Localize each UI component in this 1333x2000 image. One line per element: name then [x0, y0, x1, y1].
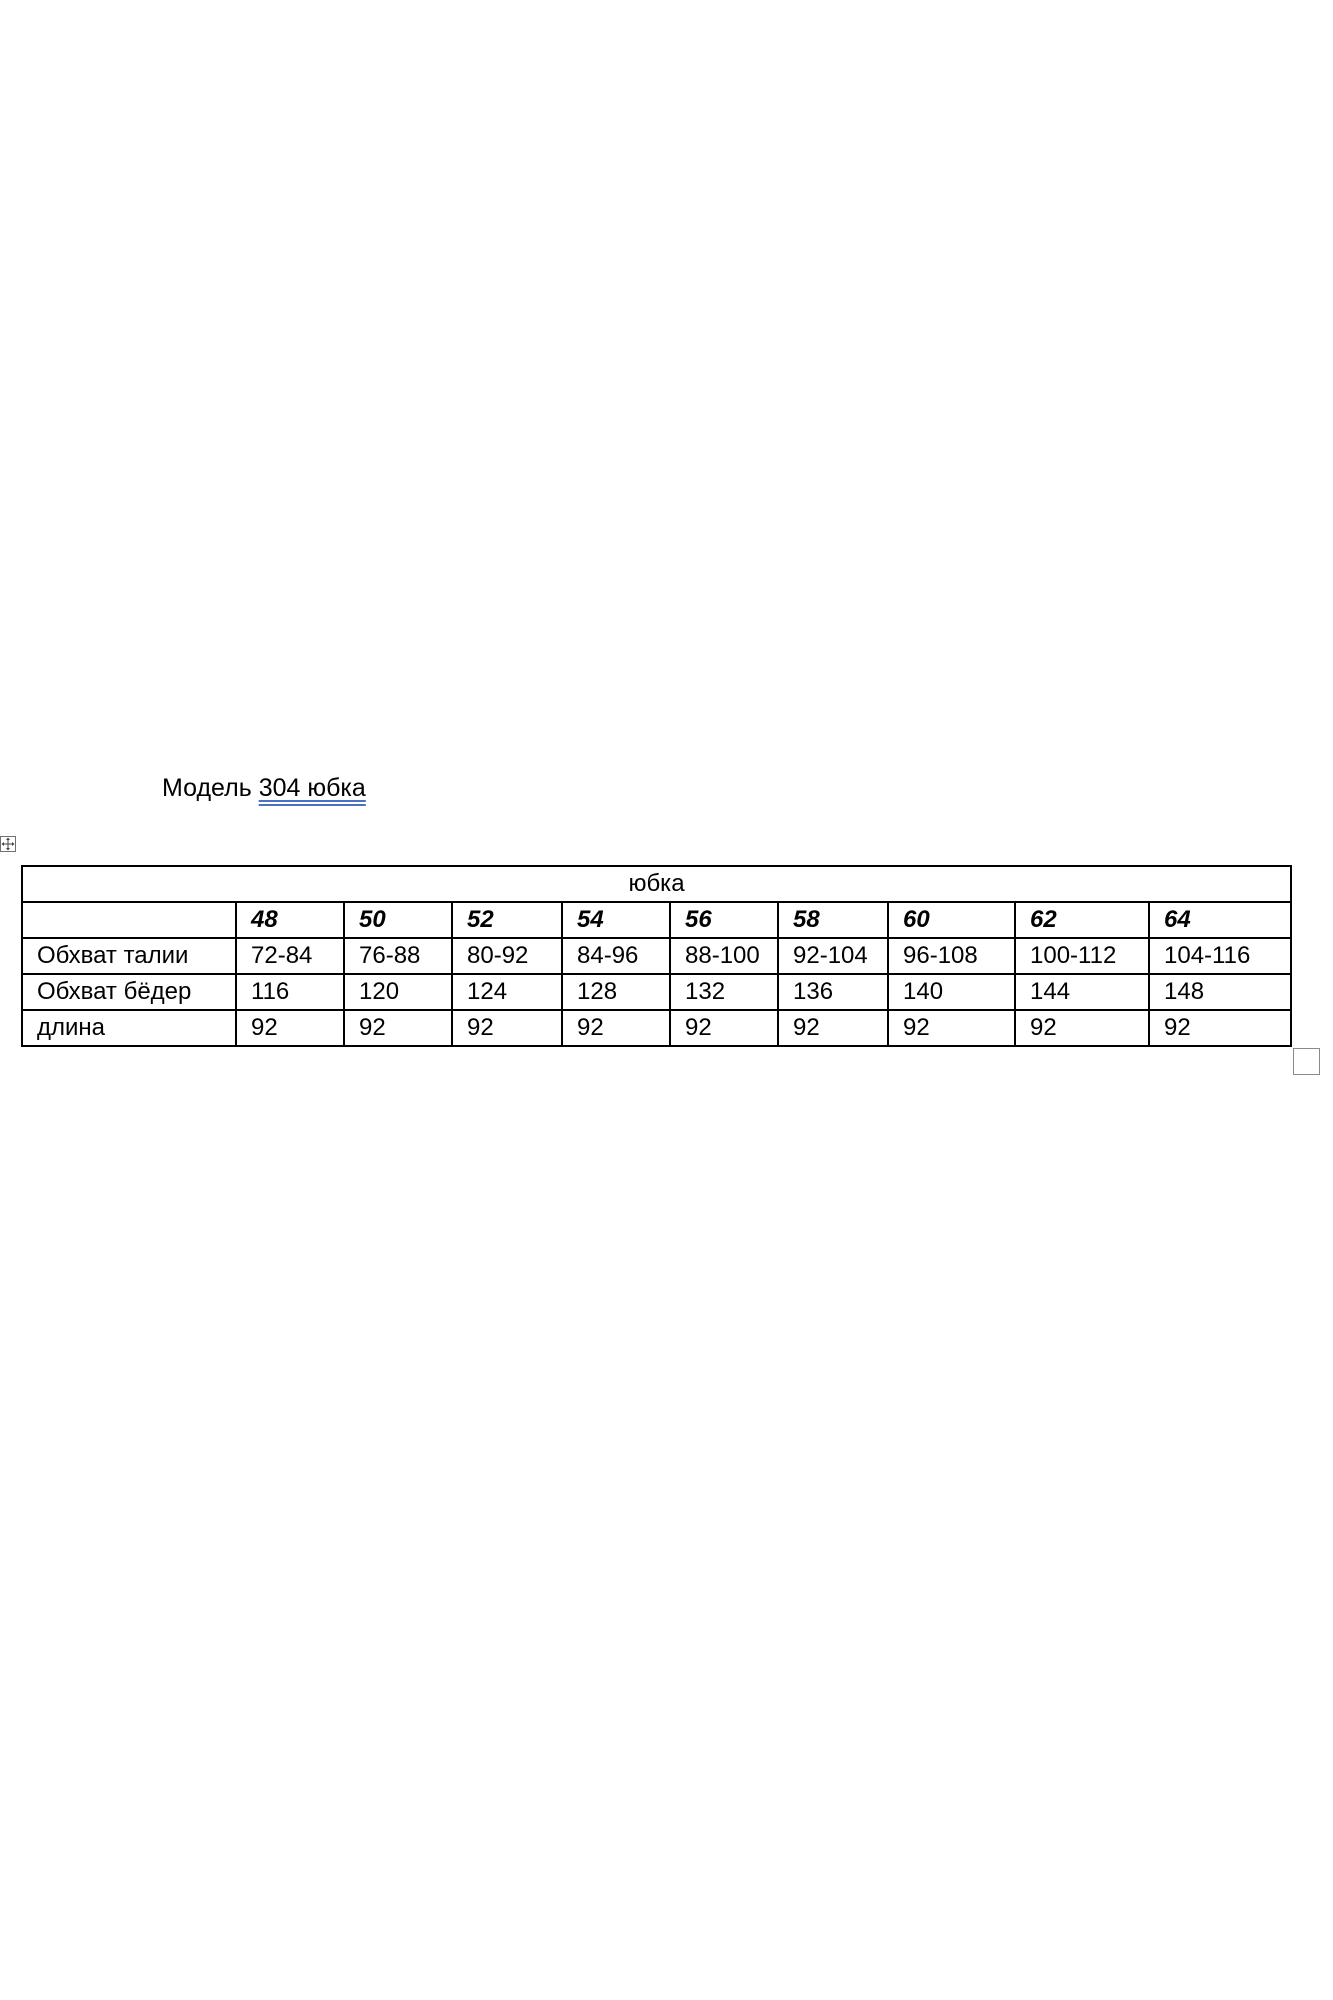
row-label-cell: длина: [22, 1010, 236, 1046]
table-resize-icon[interactable]: [1293, 1048, 1320, 1075]
size-header-cell: 50: [344, 902, 452, 938]
size-table: [21, 865, 1292, 1047]
value-cell: 136: [778, 974, 888, 1010]
value-cell: 144: [1015, 974, 1149, 1010]
value-cell: 96-108: [888, 938, 1015, 974]
caption-row: [22, 866, 1291, 902]
value-cell: 88-100: [670, 938, 778, 974]
value-cell: 100-112: [1015, 938, 1149, 974]
size-header-cell: 54: [562, 902, 670, 938]
value-cell: 140: [888, 974, 1015, 1010]
value-cell: 120: [344, 974, 452, 1010]
value-cell: 80-92: [452, 938, 562, 974]
value-cell: 92: [562, 1010, 670, 1046]
value-cell: 92: [236, 1010, 344, 1046]
size-header-cell: 62: [1015, 902, 1149, 938]
value-cell: 92-104: [778, 938, 888, 974]
table-caption: юбка: [22, 866, 1291, 902]
value-cell: 92: [888, 1010, 1015, 1046]
size-header-cell: 48: [236, 902, 344, 938]
value-cell: 132: [670, 974, 778, 1010]
size-header-cell: 64: [1149, 902, 1291, 938]
size-header-cell: 52: [452, 902, 562, 938]
document-title: [162, 772, 366, 804]
value-cell: 128: [562, 974, 670, 1010]
value-cell: 76-88: [344, 938, 452, 974]
value-cell: 148: [1149, 974, 1291, 1010]
value-cell: 92: [1149, 1010, 1291, 1046]
row-label-cell: Обхват талии: [22, 938, 236, 974]
value-cell: 92: [670, 1010, 778, 1046]
size-header-cell: 56: [670, 902, 778, 938]
size-header-cell: 58: [778, 902, 888, 938]
table-row-hips: [22, 974, 1291, 1010]
row-label-cell: Обхват бёдер: [22, 974, 236, 1010]
table-move-icon[interactable]: [0, 836, 16, 852]
value-cell: 104-116: [1149, 938, 1291, 974]
table-row-waist: [22, 938, 1291, 974]
size-header-row: [22, 902, 1291, 938]
value-cell: 92: [778, 1010, 888, 1046]
table-row-length: [22, 1010, 1291, 1046]
title-model: 304 юбка: [258, 774, 366, 802]
value-cell: 92: [1015, 1010, 1149, 1046]
value-cell: 124: [452, 974, 562, 1010]
size-header-cell: 60: [888, 902, 1015, 938]
value-cell: 92: [344, 1010, 452, 1046]
title-prefix: Модель: [162, 774, 259, 802]
value-cell: 72-84: [236, 938, 344, 974]
header-blank-cell: [22, 902, 236, 938]
value-cell: 92: [452, 1010, 562, 1046]
value-cell: 84-96: [562, 938, 670, 974]
value-cell: 116: [236, 974, 344, 1010]
